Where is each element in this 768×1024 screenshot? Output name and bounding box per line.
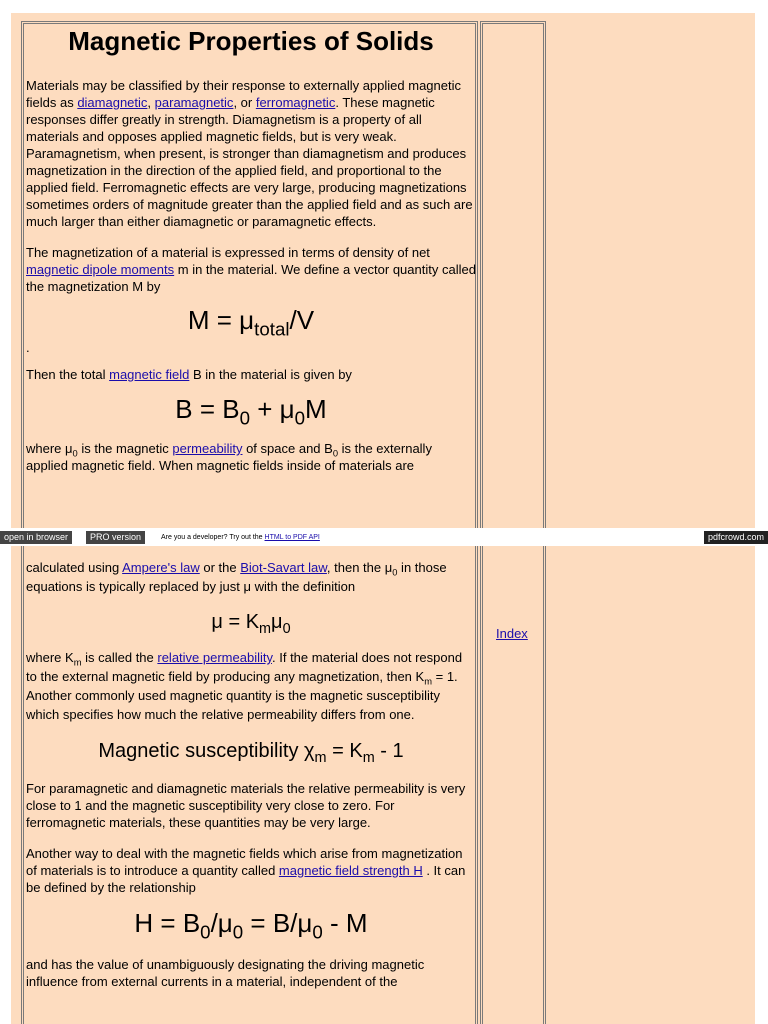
article-body-top	[26, 25, 476, 488]
link-magnetic-field[interactable]: magnetic field	[109, 367, 190, 382]
equation-permeability: $\mu = K_m\mu_0$	[211, 611, 291, 638]
pro-version-button[interactable]: PRO version	[86, 531, 145, 544]
paragraph-total-field: Then the total magnetic field B in the material is given by	[26, 367, 352, 382]
link-biot-savart-law[interactable]: Biot-Savart law	[240, 560, 327, 575]
link-magnetic-dipole-moments[interactable]: magnetic dipole moments	[26, 262, 175, 277]
pdf-page-1	[11, 13, 755, 528]
paragraph-driving-influence: and has the value of unambiguously designating the driving magnetic influence from external currents in a material, independent of the	[26, 957, 425, 989]
paragraph-para-dia: For paramagnetic and diamagnetic materials the relative permeability is very close to 1 and the magnetic susceptibility very close to zero. For ferromagnetic materials, these quantities may be very large.	[26, 781, 466, 830]
link-diamagnetic[interactable]: diamagnetic	[77, 95, 148, 110]
equation-magnetization: $M = \mu_{total}/V$	[187, 305, 315, 340]
side-navigation-cell	[480, 21, 546, 528]
equation-field-strength: $H = B_0/\mu_0 = B/\mu_0 - M$	[134, 908, 368, 943]
pdfcrowd-brand-link[interactable]: pdfcrowd.com	[704, 531, 768, 544]
equation-susceptibility: Magnetic susceptibility $\chi_m = K_m - 1$	[98, 740, 404, 767]
paragraph-permeability: where $\mu_0$ is the magnetic permeability of space and $B_0$ is the externally applied magnetic field. When magnetic fields inside of materials are	[26, 441, 432, 473]
link-ferromagnetic[interactable]: ferromagnetic	[255, 95, 336, 110]
index-link[interactable]: Index	[496, 626, 528, 641]
paragraph-intro: Materials may be classified by their response to externally applied magnetic fields as diamagnetic, paramagnetic, or ferromagnetic. These magnetic responses differ greatly in strength. Diamagnetism is a property of all materials and opposes applied magnetic fields, but is very weak. Paramagnetism, when present, is stronger than diamagnetism and produces magnetization in the direction of the applied field, and proportional to the applied field. Ferromagnetic effects are very large, producing magnetizations sometimes orders of magnitude greater than the applied field and as such are much larger than either diamagnetic or paramagnetic effects.	[26, 78, 473, 229]
equation-total-field: $B = B_0 + \mu_0M$	[175, 394, 327, 429]
stray-dot: .	[26, 340, 30, 355]
paragraph-magnetization: The magnetization of a material is expressed in terms of density of net magnetic dipole moments m in the material. We define a vector quantity called the magnetization M by	[26, 245, 476, 294]
link-permeability[interactable]: permeability	[172, 441, 243, 456]
link-relative-permeability[interactable]: relative permeability	[157, 650, 273, 665]
open-in-browser-button[interactable]: open in browser	[0, 531, 72, 544]
pdfcrowd-banner	[0, 529, 768, 546]
pdf-page-2	[11, 546, 755, 1024]
html-to-pdf-api-link[interactable]: HTML to PDF API	[264, 534, 320, 541]
article-body-bottom	[26, 558, 476, 1004]
page-title: Magnetic Properties of Solids	[68, 26, 434, 56]
link-amperes-law[interactable]: Ampere's law	[122, 560, 200, 575]
link-paramagnetic[interactable]: paramagnetic	[154, 95, 234, 110]
developer-note: Are you a developer? Try out the HTML to PDF API	[161, 534, 320, 541]
side-navigation-cell-continued	[480, 546, 546, 1024]
paragraph-ampere: calculated using Ampere's law or the Biot-Savart law, then the $\mu_0$ in those equations is typically replaced by just μ with the definition	[26, 560, 447, 594]
paragraph-field-strength: Another way to deal with the magnetic fields which arise from magnetization of materials is to introduce a quantity called magnetic field strength H . It can be defined by the relationship	[26, 846, 466, 895]
link-magnetic-field-strength[interactable]: magnetic field strength H	[278, 863, 423, 878]
paragraph-relative-permeability: where $K_m$ is called the relative permeability. If the material does not respond to the external magnetic field by producing any magnetization, then $K_m = 1$. Another commonly used magnetic quantity is the magnetic susceptibility which specifies how much the relative permeability differs from one.	[26, 650, 463, 722]
